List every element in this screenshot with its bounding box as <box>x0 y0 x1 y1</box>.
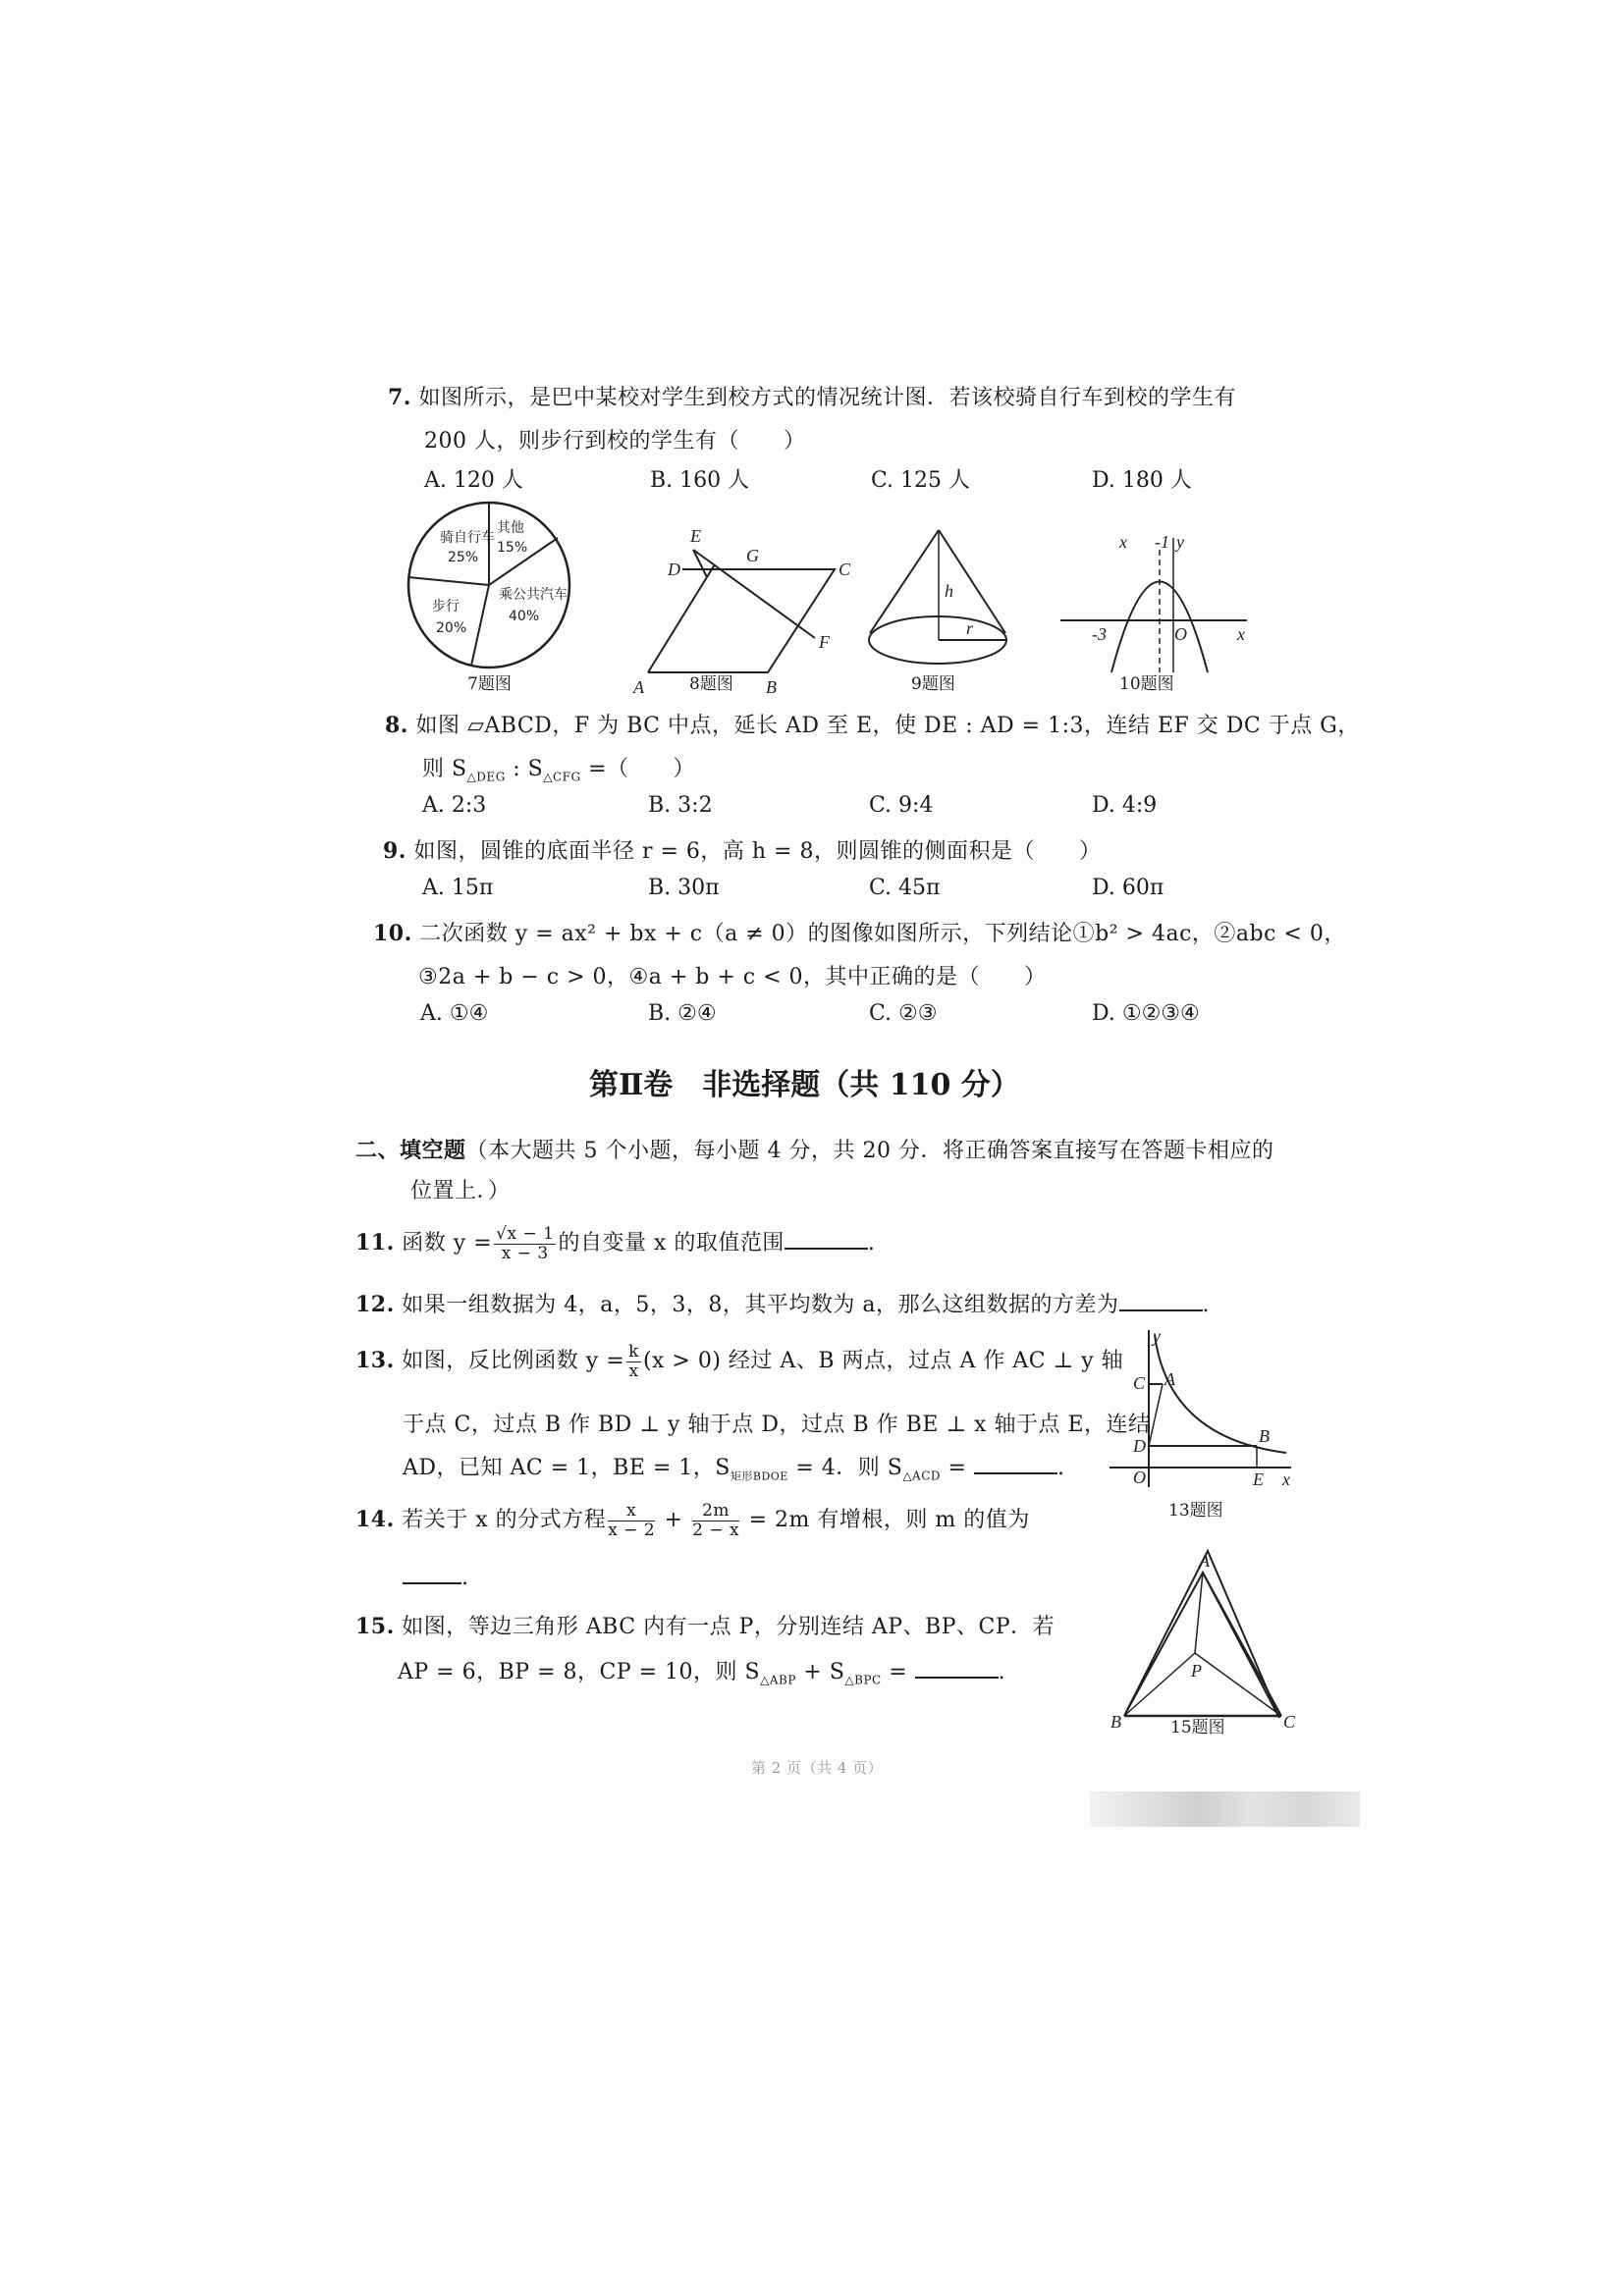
option-c: C. 45π <box>869 876 941 900</box>
question-number: 7. <box>388 385 411 410</box>
question-15 <box>355 1610 1055 1640</box>
subscript: △BPC <box>844 1673 882 1687</box>
blurred-watermark <box>1090 1791 1360 1827</box>
text: 则 S <box>422 757 467 781</box>
page-number: 第 2 页（共 4 页） <box>751 1759 884 1777</box>
numerator: √x − 1 <box>496 1224 555 1244</box>
denominator: x <box>628 1361 639 1381</box>
question-number: 13. <box>355 1348 395 1374</box>
option-d: D. 4:9 <box>1092 793 1158 818</box>
option-c: C. 125 人 <box>871 468 971 493</box>
tick-label: -1 <box>1155 532 1169 552</box>
point-label: C <box>1133 1373 1146 1393</box>
denominator: x − 3 <box>501 1243 549 1263</box>
answer-blank[interactable] <box>403 1565 461 1584</box>
point-label: C <box>839 560 851 579</box>
pie-chart-figure-7 <box>410 501 577 697</box>
question-number: 12. <box>355 1292 395 1317</box>
hyperbola-figure-13 <box>1110 1326 1296 1489</box>
text: = 2m 有增根，则 m 的值为 <box>748 1508 1030 1533</box>
point-label: P <box>1191 1661 1202 1681</box>
pie-percent: 20% <box>436 620 467 636</box>
numerator: 2m <box>692 1502 739 1522</box>
option-b: B. ②④ <box>648 1001 717 1026</box>
numerator: k <box>628 1342 639 1362</box>
question-text: 如图 ▱ABCD，F 为 BC 中点，延长 AD 至 E，使 DE : AD = 1:3，连结 EF 交 DC 于点 G， <box>415 714 1360 738</box>
question-14 <box>355 1502 1030 1539</box>
text: （本大题共 5 个小题，每小题 4 分，共 20 分．将正确答案直接写在答题卡相应的 <box>465 1139 1274 1163</box>
text: + <box>664 1508 683 1533</box>
text: = <box>881 1660 908 1684</box>
question-7 <box>388 381 1236 411</box>
tick-label: -3 <box>1092 624 1107 644</box>
question-number: 10. <box>373 921 412 946</box>
question-8 <box>385 709 1360 739</box>
axis-label: x <box>1282 1469 1290 1489</box>
question-13 <box>355 1343 1123 1380</box>
option-b: B. 160 人 <box>650 468 750 493</box>
point-label: A <box>633 677 644 697</box>
answer-blank[interactable] <box>974 1455 1057 1474</box>
subscript: △DEG <box>466 770 506 784</box>
question-text: AD，已知 AC = 1，BE = 1，$S_{矩形BDOE} = 4$．则 $S_{\triangle ACD}$ = . <box>403 1456 1065 1483</box>
question-text: ③2a + b − c > 0，④a + b + c < 0，其中正确的是（ ） <box>418 965 1047 989</box>
pie-percent: 40% <box>509 609 540 624</box>
question-text: 于点 C，过点 B 作 BD ⊥ y 轴于点 D，过点 B 作 BE ⊥ x 轴于点 E，连结 <box>403 1413 1151 1437</box>
figure-caption: 13题图 <box>1168 1501 1223 1521</box>
answer-blank[interactable] <box>785 1230 868 1250</box>
question-text: 如果一组数据为 4，a，5，3，8，其平均数为 a，那么这组数据的方差为 <box>402 1293 1119 1317</box>
option-d: D. 180 人 <box>1092 468 1192 493</box>
fraction <box>626 1343 641 1380</box>
question-text: 200 人，则步行到校的学生有（ ） <box>424 429 806 454</box>
option-a: A. 2:3 <box>422 793 487 818</box>
point-label: A <box>1199 1551 1210 1571</box>
cone-figure-9 <box>864 530 1021 672</box>
option-c: C. ②③ <box>869 1001 938 1026</box>
figure-caption: 7题图 <box>467 674 512 694</box>
numerator: x <box>608 1502 655 1522</box>
parabola-figure-10 <box>1060 530 1257 677</box>
radius-label: r <box>966 618 974 638</box>
fraction <box>494 1225 556 1262</box>
point-label: D <box>668 560 680 579</box>
option-a: A. 120 人 <box>424 468 523 493</box>
subscript: △ACD <box>902 1468 942 1483</box>
question-text: 如图，等边三角形 ABC 内有一点 P，分别连结 AP、BP、CP．若 <box>402 1615 1056 1639</box>
text: AD，已知 AC = 1，BE = 1，S <box>403 1456 731 1480</box>
axis-label: x <box>1237 624 1245 644</box>
text: 的自变量 x 的取值范围 <box>558 1231 785 1256</box>
section-title: 二、填空题 <box>355 1138 466 1163</box>
axis-label: x <box>1119 532 1127 552</box>
point-label: B <box>1110 1712 1121 1732</box>
option-b: B. 3:2 <box>648 793 713 818</box>
question-number: 8. <box>385 713 408 738</box>
section-instructions: 位置上．） <box>410 1179 511 1203</box>
question-text: AP = 6，BP = 8，CP = 10，则 $S_{\triangle ABP} + S_{\triangle BPC}$ = . <box>398 1660 1006 1687</box>
option-b: B. 30π <box>648 876 720 900</box>
subscript: △CFG <box>543 770 581 784</box>
question-number: 14. <box>355 1507 395 1533</box>
subscript: 矩形BDOE <box>730 1469 788 1483</box>
figure-caption: 15题图 <box>1170 1718 1225 1737</box>
pie-label-other: 其他 <box>497 520 524 536</box>
triangle-figure-15 <box>1110 1551 1301 1732</box>
pie-percent: 25% <box>448 550 479 565</box>
point-label: C <box>1283 1712 1296 1732</box>
question-10 <box>373 917 1346 947</box>
text: 函数 y = <box>402 1231 493 1256</box>
question-text <box>422 752 695 783</box>
pie-label-bicycle: 骑自行车 <box>440 530 495 546</box>
option-d: D. ①②③④ <box>1092 1001 1200 1026</box>
figure-caption: 9题图 <box>911 674 955 694</box>
question-text: 如图，圆锥的底面半径 r = 6，高 h = 8，则圆锥的侧面积是（ ） <box>413 839 1102 864</box>
axis-label: y <box>1176 532 1184 552</box>
question-14-blank: . <box>403 1565 469 1590</box>
text: = <box>941 1456 967 1480</box>
question-11: 11. 函数 y = $\frac{√x - 1}{x - 3}$ 的自变量 x 的取值范围 . <box>355 1224 876 1263</box>
text: 如图，反比例函数 y = <box>402 1349 625 1374</box>
pie-label-walk: 步行 <box>432 599 460 614</box>
question-12: 12. 如果一组数据为 4，a，5，3，8，其平均数为 a，那么这组数据的方差为 . <box>355 1292 1210 1317</box>
answer-blank[interactable] <box>1119 1292 1203 1311</box>
denominator: 2 − x <box>692 1520 740 1540</box>
option-a: A. 15π <box>422 876 494 900</box>
section-heading: 第Ⅱ卷 非选择题（共 110 分） <box>589 1068 1020 1102</box>
origin-label: O <box>1174 624 1187 644</box>
option-a: A. ①④ <box>420 1001 489 1026</box>
pie-percent: 15% <box>497 540 528 556</box>
option-d: D. 60π <box>1092 876 1164 900</box>
subscript: △ABP <box>760 1673 796 1687</box>
figure-caption: 8题图 <box>689 674 733 694</box>
question-text: 如图所示，是巴中某校对学生到校方式的情况统计图．若该校骑自行车到校的学生有 <box>418 386 1236 410</box>
text: =（ ） <box>580 757 696 781</box>
answer-blank[interactable] <box>915 1659 999 1679</box>
denominator: x − 2 <box>608 1520 656 1540</box>
text: = 4．则 S <box>787 1456 903 1480</box>
point-label: G <box>746 546 759 565</box>
height-label: h <box>945 581 953 601</box>
axis-label: y <box>1153 1326 1161 1346</box>
origin-label: O <box>1133 1468 1146 1487</box>
question-number: 9. <box>383 838 406 864</box>
point-label: D <box>1133 1436 1146 1456</box>
text: : S <box>505 757 544 781</box>
point-label: B <box>1259 1426 1270 1446</box>
point-label: A <box>1164 1369 1175 1389</box>
point-label: E <box>1253 1469 1264 1489</box>
text: AP = 6，BP = 8，CP = 10，则 S <box>398 1660 761 1684</box>
text: (x > 0) 经过 A、B 两点，过点 A 作 AC ⊥ y 轴 <box>642 1349 1124 1374</box>
question-number: 15. <box>355 1614 395 1639</box>
pie-label-bus: 乘公共汽车 <box>499 587 568 603</box>
fraction <box>692 1502 739 1539</box>
question-text: 二次函数 y = ax² + bx + c（a ≠ 0）的图像如图所示，下列结论①b² > 4ac，②abc < 0， <box>419 922 1346 946</box>
section-instructions <box>355 1134 1273 1164</box>
figure-caption: 10题图 <box>1119 674 1174 694</box>
question-9 <box>383 834 1101 865</box>
option-c: C. 9:4 <box>869 793 934 818</box>
fraction <box>608 1502 655 1539</box>
text: + S <box>795 1660 845 1684</box>
point-label: E <box>690 526 701 546</box>
text: 若关于 x 的分式方程 <box>402 1508 607 1533</box>
point-label: F <box>819 632 830 652</box>
point-label: B <box>766 677 777 697</box>
question-number: 11. <box>355 1230 395 1256</box>
